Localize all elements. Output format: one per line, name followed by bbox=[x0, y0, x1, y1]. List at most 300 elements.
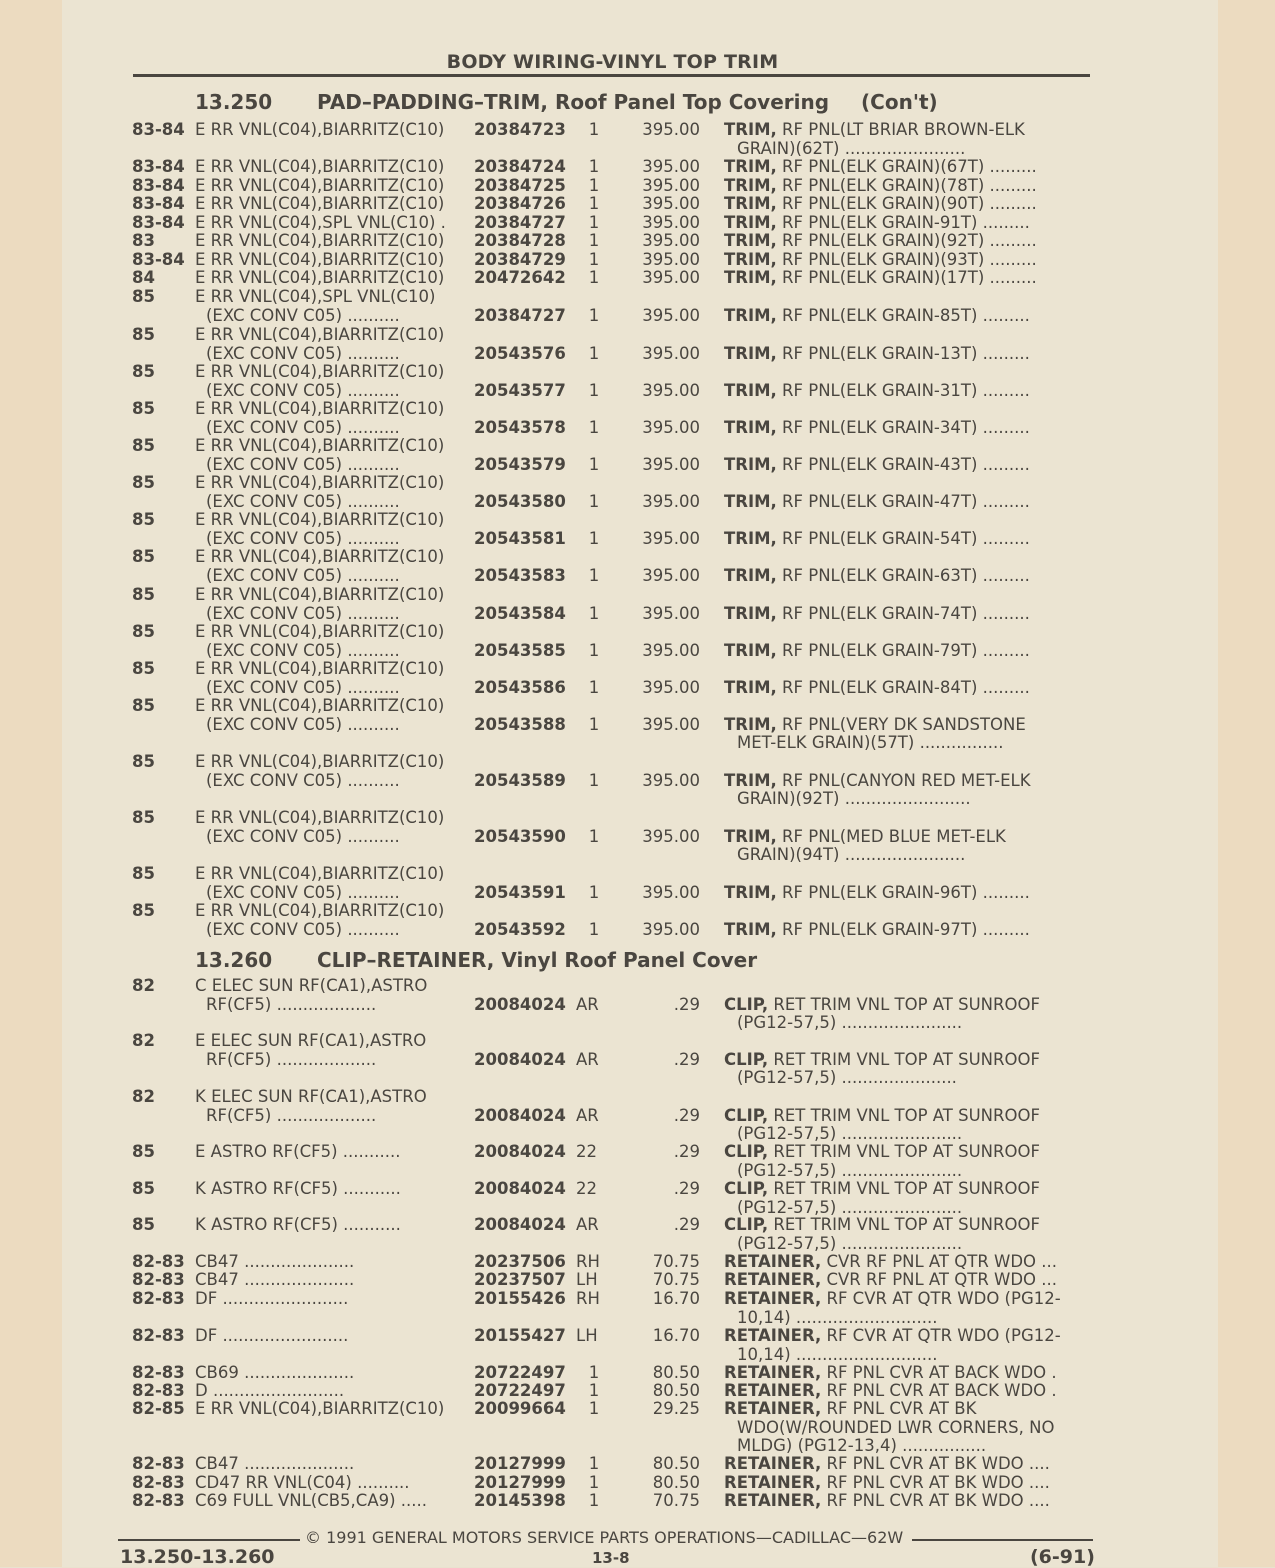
part-name-text: RETAINER, bbox=[724, 1474, 822, 1492]
quantity: LH bbox=[576, 1270, 598, 1289]
model-years: 82-83 bbox=[132, 1252, 185, 1271]
part-name-text: TRIM, bbox=[724, 604, 777, 623]
part-name-text: RETAINER, bbox=[724, 1364, 822, 1382]
part-name-text: RETAINER, bbox=[724, 1327, 822, 1345]
quantity: AR bbox=[576, 1105, 599, 1125]
part-number: 20543580 bbox=[474, 491, 566, 511]
part-name: RETAINER, RF PNL CVR AT BK WDO .... bbox=[724, 1474, 1050, 1492]
model-years: 83 bbox=[132, 231, 155, 250]
model-years: 84 bbox=[132, 268, 155, 287]
scan-margin-left bbox=[0, 0, 62, 1567]
list-price: 395.00 bbox=[642, 565, 700, 585]
model-years: 83-84 bbox=[132, 157, 185, 176]
model-years: 82-83 bbox=[132, 1270, 185, 1289]
part-name-text: CLIP, bbox=[724, 1180, 769, 1198]
quantity: 22 bbox=[576, 1179, 597, 1198]
part-name: (PG12-57,5) ....................... bbox=[737, 1125, 963, 1143]
part-number: 20084024 bbox=[474, 1049, 566, 1069]
section-title: CLIP–RETAINER, Vinyl Roof Panel Cover bbox=[317, 948, 758, 972]
usage-description: (EXC CONV C05) .......... bbox=[206, 492, 400, 511]
part-name: CLIP, RET TRIM VNL TOP AT SUNROOF bbox=[724, 995, 1040, 1014]
usage-description: E RR VNL(C04),BIARRITZ(C10) bbox=[195, 902, 445, 920]
list-price: 395.00 bbox=[642, 343, 700, 363]
list-price: 395.00 bbox=[642, 882, 700, 902]
usage-description: (EXC CONV C05) .......... bbox=[206, 715, 400, 734]
part-number: 20084024 bbox=[474, 1105, 566, 1125]
part-name: GRAIN)(92T) ........................ bbox=[737, 790, 971, 808]
part-number: 20543579 bbox=[474, 454, 566, 474]
quantity: 1 bbox=[588, 343, 600, 363]
usage-description: E RR VNL(C04),BIARRITZ(C10) bbox=[195, 177, 445, 195]
part-name: TRIM, RF PNL(CANYON RED MET-ELK bbox=[724, 771, 1031, 790]
part-name: TRIM, RF PNL(LT BRIAR BROWN-ELK bbox=[724, 121, 1025, 139]
part-name: TRIM, RF PNL(ELK GRAIN-54T) ......... bbox=[724, 529, 1030, 548]
part-name-text: TRIM, bbox=[724, 678, 777, 697]
quantity: 22 bbox=[576, 1142, 597, 1161]
model-years: 85 bbox=[132, 287, 155, 306]
model-years: 85 bbox=[132, 473, 155, 492]
part-name: (PG12-57,5) ....................... bbox=[737, 1198, 963, 1217]
part-number: 20543591 bbox=[474, 882, 566, 902]
usage-description: C ELEC SUN RF(CA1),ASTRO bbox=[195, 977, 428, 995]
part-name: (PG12-57,5) ....................... bbox=[737, 1014, 963, 1032]
usage-description: E RR VNL(C04),BIARRITZ(C10) bbox=[195, 865, 445, 883]
quantity: 1 bbox=[588, 120, 600, 139]
part-name: TRIM, RF PNL(VERY DK SANDSTONE bbox=[724, 715, 1026, 734]
part-number: 20543584 bbox=[474, 603, 566, 623]
quantity: 1 bbox=[588, 213, 600, 232]
part-name-text: RETAINER, bbox=[724, 1400, 822, 1418]
list-price: 395.00 bbox=[642, 528, 700, 548]
quantity: 1 bbox=[588, 528, 600, 548]
footer-page-number: 13-8 bbox=[592, 1549, 630, 1567]
part-name: (PG12-57,5) ....................... bbox=[737, 1161, 963, 1180]
part-number: 20127999 bbox=[474, 1473, 566, 1492]
footer-section-range: 13.250-13.260 bbox=[120, 1546, 275, 1568]
usage-description: (EXC CONV C05) .......... bbox=[206, 883, 400, 902]
model-years: 85 bbox=[132, 622, 155, 641]
quantity: 1 bbox=[588, 640, 600, 660]
model-years: 85 bbox=[132, 362, 155, 381]
usage-description: E RR VNL(C04),BIARRITZ(C10) bbox=[195, 586, 445, 604]
section-number: 13.250 bbox=[195, 90, 273, 114]
part-name: TRIM, RF PNL(ELK GRAIN)(67T) ......... bbox=[724, 158, 1037, 176]
part-number: 20543577 bbox=[474, 380, 566, 400]
part-number: 20384723 bbox=[474, 120, 566, 139]
model-years: 83-84 bbox=[132, 213, 185, 232]
usage-description: E ASTRO RF(CF5) ........... bbox=[195, 1143, 401, 1161]
quantity: AR bbox=[576, 994, 599, 1014]
model-years: 85 bbox=[132, 752, 155, 771]
quantity: 1 bbox=[588, 231, 600, 250]
part-name: CLIP, RET TRIM VNL TOP AT SUNROOF bbox=[724, 1180, 1040, 1198]
model-years: 85 bbox=[132, 1215, 155, 1234]
part-name: TRIM, RF PNL(ELK GRAIN-97T) ......... bbox=[724, 920, 1030, 939]
usage-description: (EXC CONV C05) .......... bbox=[206, 920, 400, 939]
part-name: TRIM, RF PNL(ELK GRAIN-63T) ......... bbox=[724, 566, 1030, 585]
quantity: 1 bbox=[588, 417, 600, 437]
section-number: 13.260 bbox=[195, 948, 273, 972]
part-name: TRIM, RF PNL(ELK GRAIN-84T) ......... bbox=[724, 678, 1030, 697]
part-number: 20722497 bbox=[474, 1363, 566, 1382]
list-price: 395.00 bbox=[642, 491, 700, 511]
usage-description: (EXC CONV C05) .......... bbox=[206, 641, 400, 660]
part-number: 20384729 bbox=[474, 250, 566, 269]
quantity: AR bbox=[576, 1215, 599, 1234]
part-number: 20543581 bbox=[474, 528, 566, 548]
part-name-text: TRIM, bbox=[724, 827, 777, 846]
list-price: 395.00 bbox=[642, 454, 700, 474]
part-name: TRIM, RF PNL(ELK GRAIN)(17T) ......... bbox=[724, 269, 1037, 287]
part-name-text: RETAINER, bbox=[724, 1492, 822, 1510]
section-continued: (Con't) bbox=[861, 90, 938, 114]
model-years: 82-85 bbox=[132, 1399, 185, 1418]
usage-description: CB47 ..................... bbox=[195, 1455, 355, 1473]
part-name-text: CLIP, bbox=[724, 1216, 769, 1234]
part-name-text: RETAINER, bbox=[724, 1253, 822, 1271]
part-name: 10,14) ........................... bbox=[737, 1345, 938, 1364]
list-price: 395.00 bbox=[642, 213, 700, 232]
part-number: 20543589 bbox=[474, 770, 566, 790]
part-number: 20543586 bbox=[474, 677, 566, 697]
section-heading-13-250 bbox=[195, 90, 938, 114]
part-name-text: CLIP, bbox=[724, 1143, 769, 1161]
model-years: 83-84 bbox=[132, 194, 185, 213]
part-number: 20384728 bbox=[474, 231, 566, 250]
quantity: 1 bbox=[588, 826, 600, 846]
quantity: 1 bbox=[588, 1381, 600, 1400]
usage-description: DF ........................ bbox=[195, 1290, 349, 1308]
usage-description: (EXC CONV C05) .......... bbox=[206, 604, 400, 623]
usage-description: E ELEC SUN RF(CA1),ASTRO bbox=[195, 1032, 427, 1050]
footer-revision-date: (6-91) bbox=[1030, 1546, 1095, 1568]
list-price: .29 bbox=[673, 1179, 700, 1198]
part-number: 20543592 bbox=[474, 919, 566, 939]
part-name: CLIP, RET TRIM VNL TOP AT SUNROOF bbox=[724, 1050, 1040, 1069]
part-name: TRIM, RF PNL(MED BLUE MET-ELK bbox=[724, 827, 1006, 846]
model-years: 85 bbox=[132, 659, 155, 678]
quantity: 1 bbox=[588, 380, 600, 400]
usage-description: E RR VNL(C04),BIARRITZ(C10) bbox=[195, 326, 445, 344]
list-price: 70.75 bbox=[652, 1491, 700, 1510]
part-name-text: CLIP, bbox=[724, 1050, 769, 1069]
part-number: 20543576 bbox=[474, 343, 566, 363]
part-name: TRIM, RF PNL(ELK GRAIN)(78T) ......... bbox=[724, 177, 1037, 195]
usage-description: (EXC CONV C05) .......... bbox=[206, 566, 400, 585]
part-name: CLIP, RET TRIM VNL TOP AT SUNROOF bbox=[724, 1106, 1040, 1125]
part-number: 20155426 bbox=[474, 1289, 566, 1308]
part-name-text: CLIP, bbox=[724, 1106, 769, 1125]
quantity: 1 bbox=[588, 1473, 600, 1492]
part-number: 20384727 bbox=[474, 305, 566, 325]
part-name: TRIM, RF PNL(ELK GRAIN)(93T) ......... bbox=[724, 251, 1037, 269]
list-price: 80.50 bbox=[652, 1363, 700, 1382]
part-name-text: TRIM, bbox=[724, 177, 777, 195]
part-number: 20237506 bbox=[474, 1252, 566, 1271]
list-price: .29 bbox=[673, 1215, 700, 1234]
model-years: 82 bbox=[132, 1031, 155, 1050]
part-name: TRIM, RF PNL(ELK GRAIN-34T) ......... bbox=[724, 418, 1030, 437]
quantity: 1 bbox=[588, 268, 600, 287]
quantity: 1 bbox=[588, 491, 600, 511]
list-price: 395.00 bbox=[642, 714, 700, 734]
usage-description: DF ........................ bbox=[195, 1327, 349, 1345]
part-name-text: TRIM, bbox=[724, 883, 777, 902]
part-number: 20099664 bbox=[474, 1399, 566, 1418]
model-years: 85 bbox=[132, 510, 155, 529]
usage-description: (EXC CONV C05) .......... bbox=[206, 381, 400, 400]
model-years: 85 bbox=[132, 808, 155, 827]
model-years: 82-83 bbox=[132, 1491, 185, 1510]
model-years: 85 bbox=[132, 1179, 155, 1198]
list-price: 395.00 bbox=[642, 640, 700, 660]
list-price: 395.00 bbox=[642, 176, 700, 195]
part-name-text: TRIM, bbox=[724, 771, 777, 790]
usage-description: E RR VNL(C04),BIARRITZ(C10) bbox=[195, 121, 445, 139]
part-name: CLIP, RET TRIM VNL TOP AT SUNROOF bbox=[724, 1143, 1040, 1161]
usage-description: E RR VNL(C04),BIARRITZ(C10) bbox=[195, 363, 445, 381]
part-name-text: RETAINER, bbox=[724, 1382, 822, 1400]
list-price: 395.00 bbox=[642, 194, 700, 213]
part-number: 20084024 bbox=[474, 1215, 566, 1234]
part-name-text: TRIM, bbox=[724, 232, 777, 250]
header-rule bbox=[133, 74, 1090, 77]
footer-rule-left bbox=[118, 1539, 300, 1541]
model-years: 82 bbox=[132, 1087, 155, 1106]
part-number: 20384727 bbox=[474, 213, 566, 232]
part-number: 20384726 bbox=[474, 194, 566, 213]
model-years: 85 bbox=[132, 547, 155, 566]
usage-description: RF(CF5) ................... bbox=[206, 1106, 377, 1125]
usage-description: E RR VNL(C04),BIARRITZ(C10) bbox=[195, 474, 445, 492]
usage-description: (EXC CONV C05) .......... bbox=[206, 771, 400, 790]
list-price: 395.00 bbox=[642, 305, 700, 325]
part-name-text: TRIM, bbox=[724, 214, 777, 232]
part-name: TRIM, RF PNL(ELK GRAIN-31T) ......... bbox=[724, 381, 1030, 400]
part-name: 10,14) ........................... bbox=[737, 1308, 938, 1327]
part-name-text: TRIM, bbox=[724, 641, 777, 660]
part-number: 20237507 bbox=[474, 1270, 566, 1289]
model-years: 82-83 bbox=[132, 1289, 185, 1308]
quantity: RH bbox=[576, 1252, 600, 1271]
quantity: 1 bbox=[588, 194, 600, 213]
part-number: 20722497 bbox=[474, 1381, 566, 1400]
part-name-text: TRIM, bbox=[724, 566, 777, 585]
model-years: 85 bbox=[132, 325, 155, 344]
usage-description: E RR VNL(C04),BIARRITZ(C10) bbox=[195, 548, 445, 566]
model-years: 82-83 bbox=[132, 1454, 185, 1473]
usage-description: (EXC CONV C05) .......... bbox=[206, 455, 400, 474]
quantity: 1 bbox=[588, 157, 600, 176]
list-price: 395.00 bbox=[642, 677, 700, 697]
part-name: MET-ELK GRAIN)(57T) ................ bbox=[737, 734, 1004, 752]
usage-description: C69 FULL VNL(CB5,CA9) ..... bbox=[195, 1492, 428, 1510]
usage-description: (EXC CONV C05) .......... bbox=[206, 344, 400, 363]
usage-description: E RR VNL(C04),SPL VNL(C10) . bbox=[195, 214, 446, 232]
list-price: .29 bbox=[673, 1049, 700, 1069]
part-name: TRIM, RF PNL(ELK GRAIN-74T) ......... bbox=[724, 604, 1030, 623]
part-name: TRIM, RF PNL(ELK GRAIN-13T) ......... bbox=[724, 344, 1030, 363]
list-price: 80.50 bbox=[652, 1454, 700, 1473]
part-name: (PG12-57,5) ....................... bbox=[737, 1234, 963, 1253]
model-years: 82-83 bbox=[132, 1381, 185, 1400]
model-years: 82-83 bbox=[132, 1473, 185, 1492]
usage-description: K ELEC SUN RF(CA1),ASTRO bbox=[195, 1088, 427, 1106]
list-price: 395.00 bbox=[642, 417, 700, 437]
list-price: 80.50 bbox=[652, 1473, 700, 1492]
usage-description: E RR VNL(C04),BIARRITZ(C10) bbox=[195, 195, 445, 213]
model-years: 85 bbox=[132, 436, 155, 455]
section-title: PAD–PADDING–TRIM, Roof Panel Top Covering bbox=[317, 90, 830, 114]
part-name: RETAINER, RF CVR AT QTR WDO (PG12- bbox=[724, 1327, 1061, 1345]
model-years: 83-84 bbox=[132, 176, 185, 195]
usage-description: E RR VNL(C04),BIARRITZ(C10) bbox=[195, 400, 445, 418]
part-number: 20384725 bbox=[474, 176, 566, 195]
list-price: 395.00 bbox=[642, 120, 700, 139]
list-price: 395.00 bbox=[642, 770, 700, 790]
part-name-text: RETAINER, bbox=[724, 1271, 822, 1289]
quantity: 1 bbox=[588, 565, 600, 585]
part-name: GRAIN)(94T) ....................... bbox=[737, 846, 966, 864]
part-name-text: RETAINER, bbox=[724, 1290, 822, 1308]
quantity: 1 bbox=[588, 882, 600, 902]
part-name: RETAINER, RF PNL CVR AT BACK WDO . bbox=[724, 1364, 1057, 1382]
part-name-text: TRIM, bbox=[724, 195, 777, 213]
part-name: RETAINER, CVR RF PNL AT QTR WDO ... bbox=[724, 1271, 1058, 1289]
usage-description: K ASTRO RF(CF5) ........... bbox=[195, 1216, 401, 1234]
quantity: 1 bbox=[588, 176, 600, 195]
usage-description: E RR VNL(C04),BIARRITZ(C10) bbox=[195, 623, 445, 641]
part-name: MLDG) (PG12-13,4) ................ bbox=[737, 1437, 987, 1455]
part-name: TRIM, RF PNL(ELK GRAIN-96T) ......... bbox=[724, 883, 1030, 902]
part-name-text: TRIM, bbox=[724, 158, 777, 176]
usage-description: CB47 ..................... bbox=[195, 1271, 355, 1289]
usage-description: E RR VNL(C04),BIARRITZ(C10) bbox=[195, 232, 445, 250]
part-number: 20472642 bbox=[474, 268, 566, 287]
part-name-text: CLIP, bbox=[724, 995, 769, 1014]
model-years: 85 bbox=[132, 696, 155, 715]
part-name: RETAINER, RF PNL CVR AT BACK WDO . bbox=[724, 1382, 1057, 1400]
model-years: 82 bbox=[132, 976, 155, 995]
part-number: 20084024 bbox=[474, 1142, 566, 1161]
usage-description: RF(CF5) ................... bbox=[206, 1050, 377, 1069]
quantity: 1 bbox=[588, 250, 600, 269]
part-name: TRIM, RF PNL(ELK GRAIN-85T) ......... bbox=[724, 306, 1030, 325]
model-years: 85 bbox=[132, 864, 155, 883]
quantity: 1 bbox=[588, 1491, 600, 1510]
part-name: TRIM, RF PNL(ELK GRAIN-43T) ......... bbox=[724, 455, 1030, 474]
usage-description: (EXC CONV C05) .......... bbox=[206, 529, 400, 548]
model-years: 83-84 bbox=[132, 120, 185, 139]
usage-description: E RR VNL(C04),BIARRITZ(C10) bbox=[195, 437, 445, 455]
model-years: 82-83 bbox=[132, 1363, 185, 1382]
part-name: RETAINER, RF PNL CVR AT BK WDO .... bbox=[724, 1455, 1050, 1473]
usage-description: D ......................... bbox=[195, 1382, 345, 1400]
list-price: 70.75 bbox=[652, 1270, 700, 1289]
part-name-text: TRIM, bbox=[724, 920, 777, 939]
part-name-text: RETAINER, bbox=[724, 1455, 822, 1473]
usage-description: RF(CF5) ................... bbox=[206, 995, 377, 1014]
part-name-text: TRIM, bbox=[724, 269, 777, 287]
part-number: 20084024 bbox=[474, 994, 566, 1014]
part-number: 20543585 bbox=[474, 640, 566, 660]
part-number: 20543583 bbox=[474, 565, 566, 585]
quantity: 1 bbox=[588, 1454, 600, 1473]
usage-description: E RR VNL(C04),BIARRITZ(C10) bbox=[195, 809, 445, 827]
list-price: 80.50 bbox=[652, 1381, 700, 1400]
part-name-text: TRIM, bbox=[724, 121, 777, 139]
part-number: 20543590 bbox=[474, 826, 566, 846]
usage-description: E RR VNL(C04),BIARRITZ(C10) bbox=[195, 660, 445, 678]
part-name: RETAINER, RF PNL CVR AT BK WDO .... bbox=[724, 1492, 1050, 1510]
usage-description: (EXC CONV C05) .......... bbox=[206, 827, 400, 846]
part-name-text: TRIM, bbox=[724, 344, 777, 363]
list-price: 16.70 bbox=[652, 1289, 700, 1308]
quantity: 1 bbox=[588, 603, 600, 623]
usage-description: (EXC CONV C05) .......... bbox=[206, 418, 400, 437]
list-price: 70.75 bbox=[652, 1252, 700, 1271]
model-years: 85 bbox=[132, 585, 155, 604]
part-name-text: TRIM, bbox=[724, 492, 777, 511]
quantity: 1 bbox=[588, 454, 600, 474]
part-name: RETAINER, CVR RF PNL AT QTR WDO ... bbox=[724, 1253, 1058, 1271]
usage-description: E RR VNL(C04),BIARRITZ(C10) bbox=[195, 269, 445, 287]
quantity: 1 bbox=[588, 677, 600, 697]
usage-description: E RR VNL(C04),BIARRITZ(C10) bbox=[195, 158, 445, 176]
part-name: GRAIN)(62T) ....................... bbox=[737, 139, 966, 158]
list-price: 395.00 bbox=[642, 380, 700, 400]
model-years: 85 bbox=[132, 901, 155, 920]
model-years: 83-84 bbox=[132, 250, 185, 269]
usage-description: K ASTRO RF(CF5) ........... bbox=[195, 1180, 401, 1198]
list-price: .29 bbox=[673, 1142, 700, 1161]
quantity: 1 bbox=[588, 714, 600, 734]
list-price: 395.00 bbox=[642, 826, 700, 846]
usage-description: E RR VNL(C04),BIARRITZ(C10) bbox=[195, 1400, 445, 1418]
quantity: RH bbox=[576, 1289, 600, 1308]
part-name: (PG12-57,5) ...................... bbox=[737, 1069, 957, 1087]
list-price: 29.25 bbox=[652, 1399, 700, 1418]
quantity: AR bbox=[576, 1049, 599, 1069]
part-name: CLIP, RET TRIM VNL TOP AT SUNROOF bbox=[724, 1216, 1040, 1234]
part-name: RETAINER, RF CVR AT QTR WDO (PG12- bbox=[724, 1290, 1061, 1308]
list-price: 395.00 bbox=[642, 157, 700, 176]
list-price: 395.00 bbox=[642, 231, 700, 250]
list-price: 395.00 bbox=[642, 250, 700, 269]
list-price: 16.70 bbox=[652, 1326, 700, 1345]
part-name-text: TRIM, bbox=[724, 715, 777, 734]
model-years: 82-83 bbox=[132, 1326, 185, 1345]
usage-description: E RR VNL(C04),BIARRITZ(C10) bbox=[195, 697, 445, 715]
quantity: 1 bbox=[588, 1399, 600, 1418]
usage-description: CB69 ..................... bbox=[195, 1364, 355, 1382]
usage-description: (EXC CONV C05) .......... bbox=[206, 678, 400, 697]
footer-rule-right bbox=[912, 1539, 1093, 1541]
model-years: 85 bbox=[132, 399, 155, 418]
usage-description: E RR VNL(C04),BIARRITZ(C10) bbox=[195, 251, 445, 269]
part-number: 20084024 bbox=[474, 1179, 566, 1198]
list-price: 395.00 bbox=[642, 603, 700, 623]
list-price: 395.00 bbox=[642, 919, 700, 939]
usage-description: E RR VNL(C04),SPL VNL(C10) bbox=[195, 288, 436, 306]
section-heading-13-260 bbox=[195, 948, 757, 972]
part-name: TRIM, RF PNL(ELK GRAIN)(90T) ......... bbox=[724, 195, 1037, 213]
part-number: 20145398 bbox=[474, 1491, 566, 1510]
usage-description: CB47 ..................... bbox=[195, 1253, 355, 1271]
quantity: 1 bbox=[588, 919, 600, 939]
part-name-text: TRIM, bbox=[724, 251, 777, 269]
usage-description: E RR VNL(C04),BIARRITZ(C10) bbox=[195, 511, 445, 529]
